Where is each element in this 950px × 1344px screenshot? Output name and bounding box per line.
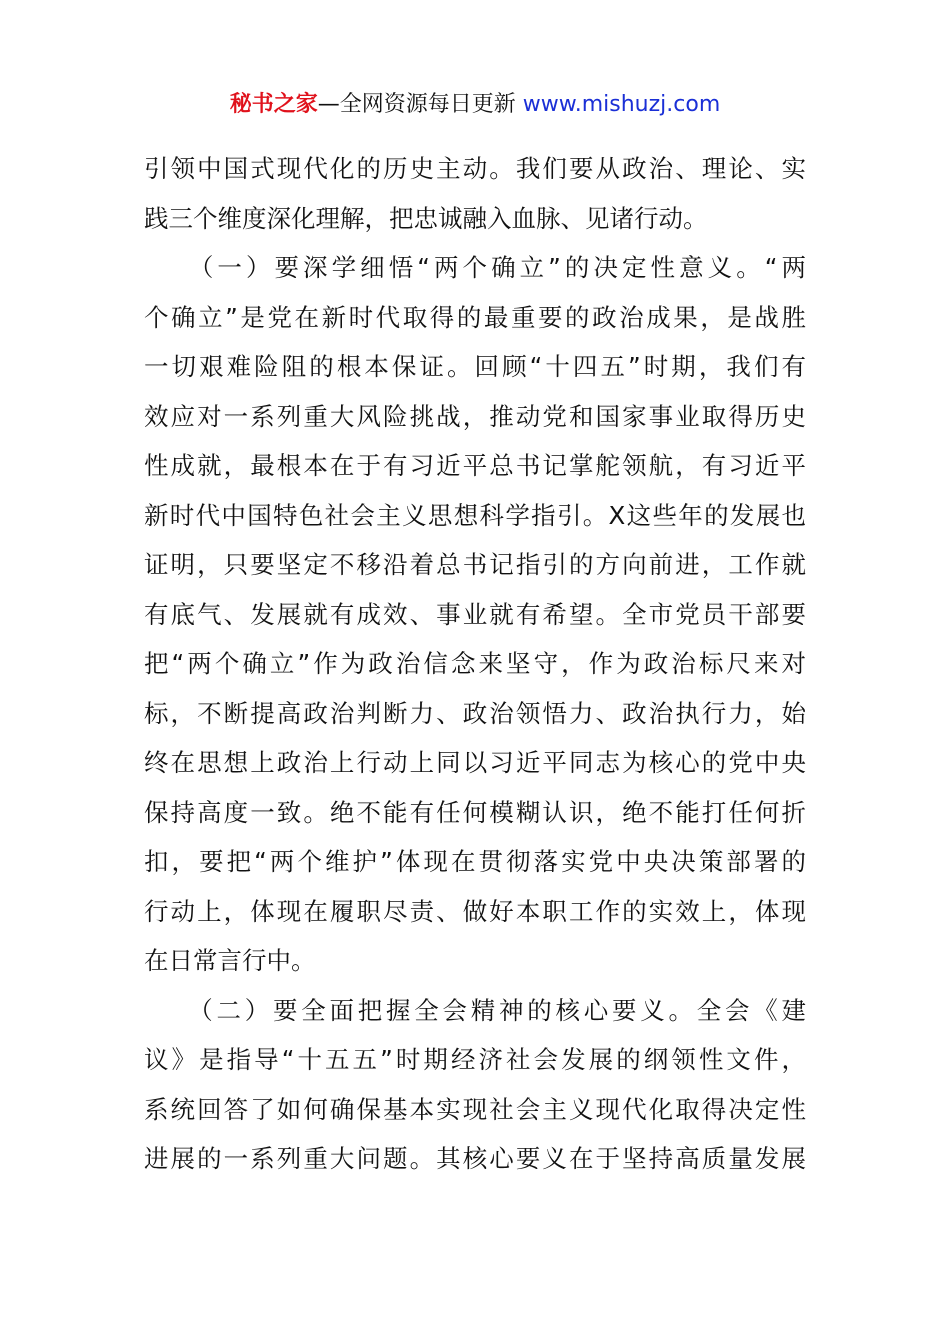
text-line: 引领中国式现代化的历史主动。我们要从政治、理论、实 xyxy=(144,154,806,183)
text-line: （一）要深学细悟“两个确立”的决定性意义。“两 xyxy=(144,253,806,282)
text-line: 效应对一系列重大风险挑战，推动党和国家事业取得历史 xyxy=(144,401,806,431)
text-line: 践三个维度深化理解，把忠诚融入血脉、见诸行动。 xyxy=(144,203,708,233)
text-line: 性成就，最根本在于有习近平总书记掌舵领航，有习近平 xyxy=(144,451,806,480)
text-line: 议》是指导“十五五”时期经济社会发展的纲领性文件， xyxy=(144,1045,806,1074)
text-line: 进展的一系列重大问题。其核心要义在于坚持高质量发展 xyxy=(144,1144,806,1173)
text-line: 有底气、发展就有成效、事业就有希望。全市党员干部要 xyxy=(144,599,806,629)
text-line: 在日常言行中。 xyxy=(144,946,316,975)
page-header xyxy=(0,88,950,122)
text-line: 把“两个确立”作为政治信念来坚守，作为政治标尺来对 xyxy=(144,649,806,678)
text-line: 扣，要把“两个维护”体现在贯彻落实党中央决策部署的 xyxy=(144,847,806,876)
header-tagline: —全网资源每日更新 xyxy=(317,92,516,117)
text-line: 证明，只要坚定不移沿着总书记指引的方向前进，工作就 xyxy=(144,550,806,579)
text-line: 系统回答了如何确保基本实现社会主义现代化取得决定性 xyxy=(144,1094,806,1124)
text-line: 标，不断提高政治判断力、政治领悟力、政治执行力，始 xyxy=(144,698,806,728)
text-line: 行动上，体现在履职尽责、做好本职工作的实效上，体现 xyxy=(144,896,806,926)
brand-name: 秘书之家 xyxy=(229,92,318,117)
text-line: 保持高度一致。绝不能有任何模糊认识，绝不能打任何折 xyxy=(144,797,806,827)
site-url-link[interactable]: www.mishuzj.com xyxy=(522,92,721,117)
text-line: （二）要全面把握全会精神的核心要义。全会《建 xyxy=(144,995,806,1025)
text-line: 一切艰难险阻的根本保证。回顾“十四五”时期，我们有 xyxy=(144,352,806,381)
text-line: 新时代中国特色社会主义思想科学指引。X这些年的发展也 xyxy=(144,500,806,530)
text-line: 个确立”是党在新时代取得的最重要的政治成果，是战胜 xyxy=(144,302,806,332)
text-line: 终在思想上政治上行动上同以习近平同志为核心的党中央 xyxy=(144,748,806,777)
document-body xyxy=(144,144,806,1184)
